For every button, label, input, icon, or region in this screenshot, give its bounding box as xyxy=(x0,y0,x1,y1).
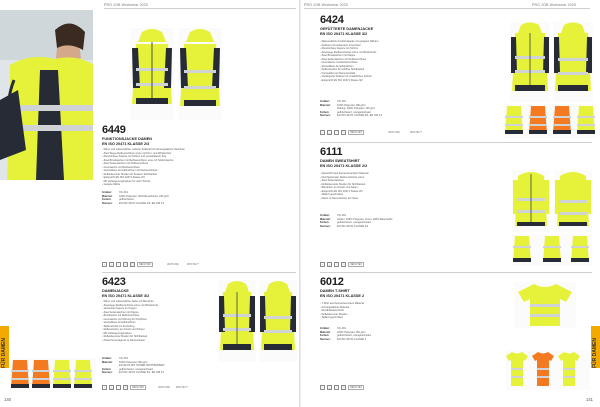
bleach-icon: △ xyxy=(328,386,331,389)
wash-icon: ~ xyxy=(321,263,324,266)
product-name xyxy=(102,289,149,298)
bleach-icon: △ xyxy=(110,386,113,389)
list-item: - Innentasche mit Öffnung für Kopfhörer xyxy=(102,318,214,322)
iron-icon: ▭ xyxy=(342,131,345,134)
venture-logo: VENTURE xyxy=(166,263,179,266)
spec-key: Größen: xyxy=(102,191,112,194)
list-item: - Zweiwege-Reißverschluss vorne mit Windschutz xyxy=(102,304,214,308)
list-item: - Entspricht EN ISO 20471 Klasse 3/2 xyxy=(320,79,500,83)
spec-key: Farben: xyxy=(320,110,330,114)
spec-key: Farben: xyxy=(320,221,330,224)
tumble-dry-icon: ○ xyxy=(335,386,338,389)
product-photo-6012-front xyxy=(514,282,576,328)
spec-value: 100% Polyester 190 g/m² xyxy=(337,103,366,107)
list-item: - Entspricht EN ISO 20471 Klasse 2/3 xyxy=(102,176,292,180)
spec-key: Normen: xyxy=(102,371,113,374)
section-divider xyxy=(320,272,592,273)
spec-key: Material: xyxy=(320,217,331,221)
page-header-right: PRO JOB Workwear 2025 xyxy=(532,3,576,7)
list-item: - Mit Verlängerungsrücken für mehr Schutz xyxy=(102,180,292,184)
spec-value: EN ISO 20471 KLASSE 2/3, EN 343 3:1 xyxy=(119,201,165,205)
spec-row xyxy=(102,202,292,206)
list-item: - Zwei Seitentaschen mit Reißverschluss xyxy=(320,58,500,62)
wash-icon: ~ xyxy=(103,386,106,389)
spec-key: Normen: xyxy=(320,224,331,228)
list-item: - Zwei Seitentaschen xyxy=(320,179,500,183)
product-photo-6449-front xyxy=(130,28,174,120)
list-item: - Abnehmbare Kapuze mit Schirm und verstellbarem Zug xyxy=(102,155,292,159)
dry-clean-icon: ◯ xyxy=(131,263,134,266)
protect-logo: PROTECT xyxy=(186,263,199,266)
product-name-line: DAMEN T-SHIRT xyxy=(320,289,350,293)
list-item: - Abnehmbare Kapuze mit Schirm xyxy=(320,47,500,51)
list-item: - Kompatibel mit Namensschild xyxy=(320,72,500,76)
product-photo-6424-front xyxy=(510,22,550,102)
section-divider xyxy=(320,142,592,143)
product-code: 6449 xyxy=(102,124,126,136)
list-item: - Verdeckte Kapuze im Kragen xyxy=(102,307,214,311)
list-item: - Innentasche mit Reißverschluss xyxy=(320,61,500,65)
product-name-line: DAMEN SWEATSHIRT xyxy=(320,159,360,163)
wash-icon: ~ xyxy=(103,263,106,266)
product-photo-6449-back xyxy=(178,28,222,120)
spec-key: Farben: xyxy=(102,198,112,201)
list-item: - Zwei Seitentaschen mit Klappe xyxy=(102,311,214,315)
spec-value: EN ISO 20471 KLASSE 2 xyxy=(337,337,367,341)
product-standard-line: EN ISO 20471 KLASSE 3/2 xyxy=(320,31,368,36)
care-icons xyxy=(102,385,188,390)
spec-value: EN 20471 MIT HOHER SICHTBARKEIT xyxy=(119,364,165,367)
list-item: - Atmungsaktives Material xyxy=(320,306,500,310)
spec-key: Farben: xyxy=(102,367,112,371)
spec-row xyxy=(320,225,500,229)
spec-key: Farben: xyxy=(320,334,330,337)
product-photo-6012-variants xyxy=(506,350,590,390)
list-item: - Reflektierende Streifen für bessere Sichtbarkeit xyxy=(102,173,292,177)
list-item: - Gefüttert mit wattiertem Innenfutter xyxy=(320,44,500,48)
spec-key: Material: xyxy=(102,360,113,364)
product-photo-6111-back xyxy=(554,170,592,232)
product-code: 6424 xyxy=(320,14,344,26)
product-standard-line: EN ISO 20471 KLASSE 2 xyxy=(320,293,365,298)
list-item: - Tailliert geschnitten xyxy=(320,193,500,197)
product-photo-6424-variants xyxy=(504,104,596,138)
list-item: - Durchgehender Reißverschluss vorne xyxy=(320,176,500,180)
wash-icon: ~ xyxy=(321,131,324,134)
product-photo-6111-front xyxy=(512,170,550,232)
spec-row xyxy=(102,371,214,375)
spec-key: Material: xyxy=(102,194,113,198)
spec-value: EN ISO 20471 KLASSE 3/2, EN 343 3:1 xyxy=(119,371,165,374)
spec-table xyxy=(102,357,214,375)
spec-value: XS–3XL xyxy=(119,357,129,360)
feature-list xyxy=(102,148,292,187)
list-item: - Zwei Seitentaschen mit Reißverschluss xyxy=(102,162,292,166)
product-name-line: GEFÜTTERTE DAMENJACKE xyxy=(320,27,374,31)
product-name xyxy=(320,27,373,36)
spec-key: Normen: xyxy=(320,114,331,117)
spec-key: Material: xyxy=(320,330,331,334)
iron-icon: ▭ xyxy=(342,386,345,389)
list-item: - Getapte Nähte xyxy=(102,183,292,187)
spec-value: 100% Polyester, 2016 Beschichtet, 240 g/m² xyxy=(119,194,170,198)
spec-key: Größen: xyxy=(320,100,330,103)
product-photo-6111-variants xyxy=(512,234,592,266)
spec-value: gelb/schwarz, orange/schwarz xyxy=(119,367,154,371)
product-name xyxy=(320,289,364,298)
header-divider xyxy=(104,8,296,9)
spec-table xyxy=(320,214,500,228)
list-item: - Reflektierende Streifen xyxy=(320,313,500,317)
list-item: - Zweiwege-Reißverschluss vorne mit Windschutz xyxy=(320,51,500,55)
product-name-line: DAMENJACKE xyxy=(102,289,129,293)
list-item: - Innentasche mit Reißverschluss xyxy=(102,166,292,170)
spec-value: 100% Polyester 150 g/m² xyxy=(337,330,366,334)
bleach-icon: △ xyxy=(110,263,113,266)
list-item: - Passt zu Damenhosen der Serie xyxy=(320,197,500,201)
spec-value: EN ISO 20471 KLASSE 2/2 xyxy=(337,224,369,228)
spec-key: Größen: xyxy=(102,357,112,360)
spec-value: XS–3XL xyxy=(337,214,347,217)
spec-value: gelb/schwarz, orange/schwarz xyxy=(337,110,372,114)
feature-list xyxy=(320,302,500,320)
list-item: - Wind- und wasserdichte Jacke mit Membran xyxy=(102,300,214,304)
oeko-tex-badge: OEKO-TEX xyxy=(350,386,362,389)
spec-value: Füllung: 100% Polyester 120 g/m² xyxy=(337,107,376,110)
list-item: - Sweatshirt aus fluoreszierendem Material xyxy=(320,172,500,176)
venture-logo: VENTURE xyxy=(157,386,170,389)
page-header: PRO JOB Workwear 2025 xyxy=(304,3,348,7)
product-code: 6423 xyxy=(102,276,126,288)
list-item: - Reflektierende Streifen für Sichtbarkeit xyxy=(320,183,500,187)
page-number: 140 xyxy=(4,397,11,402)
wash-icon: ~ xyxy=(321,386,324,389)
list-item: - Zwei Brusttaschen mit Klappe xyxy=(320,54,500,58)
product-photo-6424-back xyxy=(553,22,593,102)
list-item: - Passt hervorragend zu Damenhosen xyxy=(102,339,214,343)
section-label: FÜR DAMEN xyxy=(592,338,598,368)
list-item: - Zwei Wege-Reißverschluss vorne mit Kinn- und Windschutz xyxy=(102,152,292,156)
spec-value: XS–3XL xyxy=(119,191,129,194)
section-label: FÜR DAMEN xyxy=(1,338,7,368)
oeko-tex-badge: OEKO-TEX xyxy=(132,386,144,389)
spec-value: gelb/schwarz, orange/schwarz xyxy=(337,334,372,337)
list-item: - Entspricht EN ISO 20471 Klasse 2/2 xyxy=(320,190,500,194)
list-item: - Brusttasche mit Reißverschluss xyxy=(102,314,214,318)
tumble-dry-icon: ○ xyxy=(335,131,338,134)
oeko-tex-badge: OEKO-TEX xyxy=(350,263,362,266)
tumble-dry-icon: ○ xyxy=(117,386,120,389)
spec-key: Material: xyxy=(320,103,331,107)
product-standard-line: EN ISO 20471 KLASSE 2/2 xyxy=(320,163,368,168)
list-item: - Reflektierende Streifen für Sichtbarkeit xyxy=(102,335,214,339)
spec-key: Normen: xyxy=(320,337,331,341)
feature-list xyxy=(320,40,500,83)
bleach-icon: △ xyxy=(328,263,331,266)
oeko-tex-badge: OEKO-TEX xyxy=(350,131,362,134)
tumble-dry-icon: ○ xyxy=(117,263,120,266)
product-code: 6111 xyxy=(320,146,343,158)
spec-value: XS–3XL xyxy=(337,327,347,330)
oeko-tex-badge: OEKO-TEX xyxy=(139,263,151,266)
spec-row xyxy=(320,114,500,118)
spec-value: gelb/schwarz, orange/schwarz xyxy=(337,221,372,224)
product-standard-line: EN ISO 20471 KLASSE 2/3 xyxy=(102,141,150,146)
list-item: - Zwei Brusttaschen mit Reißverschluss, eine mit Telefontasche xyxy=(102,159,292,163)
list-item: - Tailliert geschnitten xyxy=(320,316,500,320)
spec-value: EN ISO 20471 KLASSE 3/2, EN 343 3:1 xyxy=(337,114,383,117)
list-item: - Wasserdichte Funktionsjacke mit getapten Nähten xyxy=(320,40,500,44)
care-icons xyxy=(320,262,364,267)
list-item: - T-Shirt aus fluoreszierendem Material xyxy=(320,302,500,306)
list-item: - Verstellbare Ärmelbündchen xyxy=(320,65,500,69)
tumble-dry-icon: ○ xyxy=(335,263,338,266)
spec-value: 100% Polyester 290 g/m² xyxy=(119,360,148,364)
product-code: 6012 xyxy=(320,276,344,288)
care-icons xyxy=(320,385,364,390)
iron-icon: ▭ xyxy=(124,386,127,389)
protect-logo: PROTECT xyxy=(409,131,422,134)
page-number: 141 xyxy=(586,397,593,402)
spec-row xyxy=(320,338,500,342)
list-item: - Rundhalsausschnitt xyxy=(320,309,500,313)
feature-list xyxy=(102,300,214,343)
list-item: - Verstellbare Ärmelbündchen xyxy=(102,321,214,325)
venture-logo: VENTURE xyxy=(387,131,400,134)
spec-value: XS–3XL xyxy=(337,100,347,103)
list-item: - Bündchen an Ärmeln und Saum xyxy=(320,186,500,190)
spec-table xyxy=(102,191,292,205)
product-name xyxy=(102,137,152,146)
list-item: - Reflexstreifen an Ärmeln und Körper xyxy=(102,328,214,332)
product-standard-line: EN ISO 20471 KLASSE 3/2 xyxy=(102,293,150,298)
list-item: - Reflexstreifen für erhöhte Sichtbarkeit xyxy=(320,68,500,72)
right-page xyxy=(300,0,600,407)
product-photo-6423-front xyxy=(218,280,256,362)
spec-table xyxy=(320,100,500,118)
spec-key: Normen: xyxy=(102,201,113,205)
page-header: PRO JOB Workwear 2025 xyxy=(104,3,148,7)
bleach-icon: △ xyxy=(328,131,331,134)
iron-icon: ▭ xyxy=(342,263,345,266)
care-icons xyxy=(320,130,422,135)
feature-list xyxy=(320,172,500,200)
spec-value: Außen: 100% Polyester, Innen: 100% Baumwolle xyxy=(337,217,393,221)
list-item: - Wind- und wasserdichte, isolierte Softshell mit atmungsaktiver Membran xyxy=(102,148,292,152)
section-divider xyxy=(102,272,296,273)
product-name-line: FUNKTIONSJACKE DAMEN xyxy=(102,137,152,141)
header-divider xyxy=(304,8,590,9)
spec-key: Größen: xyxy=(320,214,330,217)
list-item: - Mit Verlängerungsrücken xyxy=(102,332,214,336)
spec-table xyxy=(320,327,500,341)
spec-value: gelb/schwarz xyxy=(119,198,134,201)
model-photo xyxy=(0,10,93,180)
list-item: - Verstellbare Ärmelbündchen mit Klettverschluss xyxy=(102,169,292,173)
list-item: - Taillenschnitt mit Kordelzug xyxy=(102,325,214,329)
iron-icon: ▭ xyxy=(124,263,127,266)
protect-logo: PROTECT xyxy=(175,386,188,389)
list-item: - Verlängerter Rücken für zusätzlichen Schutz xyxy=(320,75,500,79)
spec-key: Größen: xyxy=(320,327,330,330)
product-photo-6423-back xyxy=(259,280,297,362)
product-name xyxy=(320,159,367,168)
care-icons xyxy=(102,262,199,267)
product-photo-6423-variants xyxy=(10,358,96,392)
